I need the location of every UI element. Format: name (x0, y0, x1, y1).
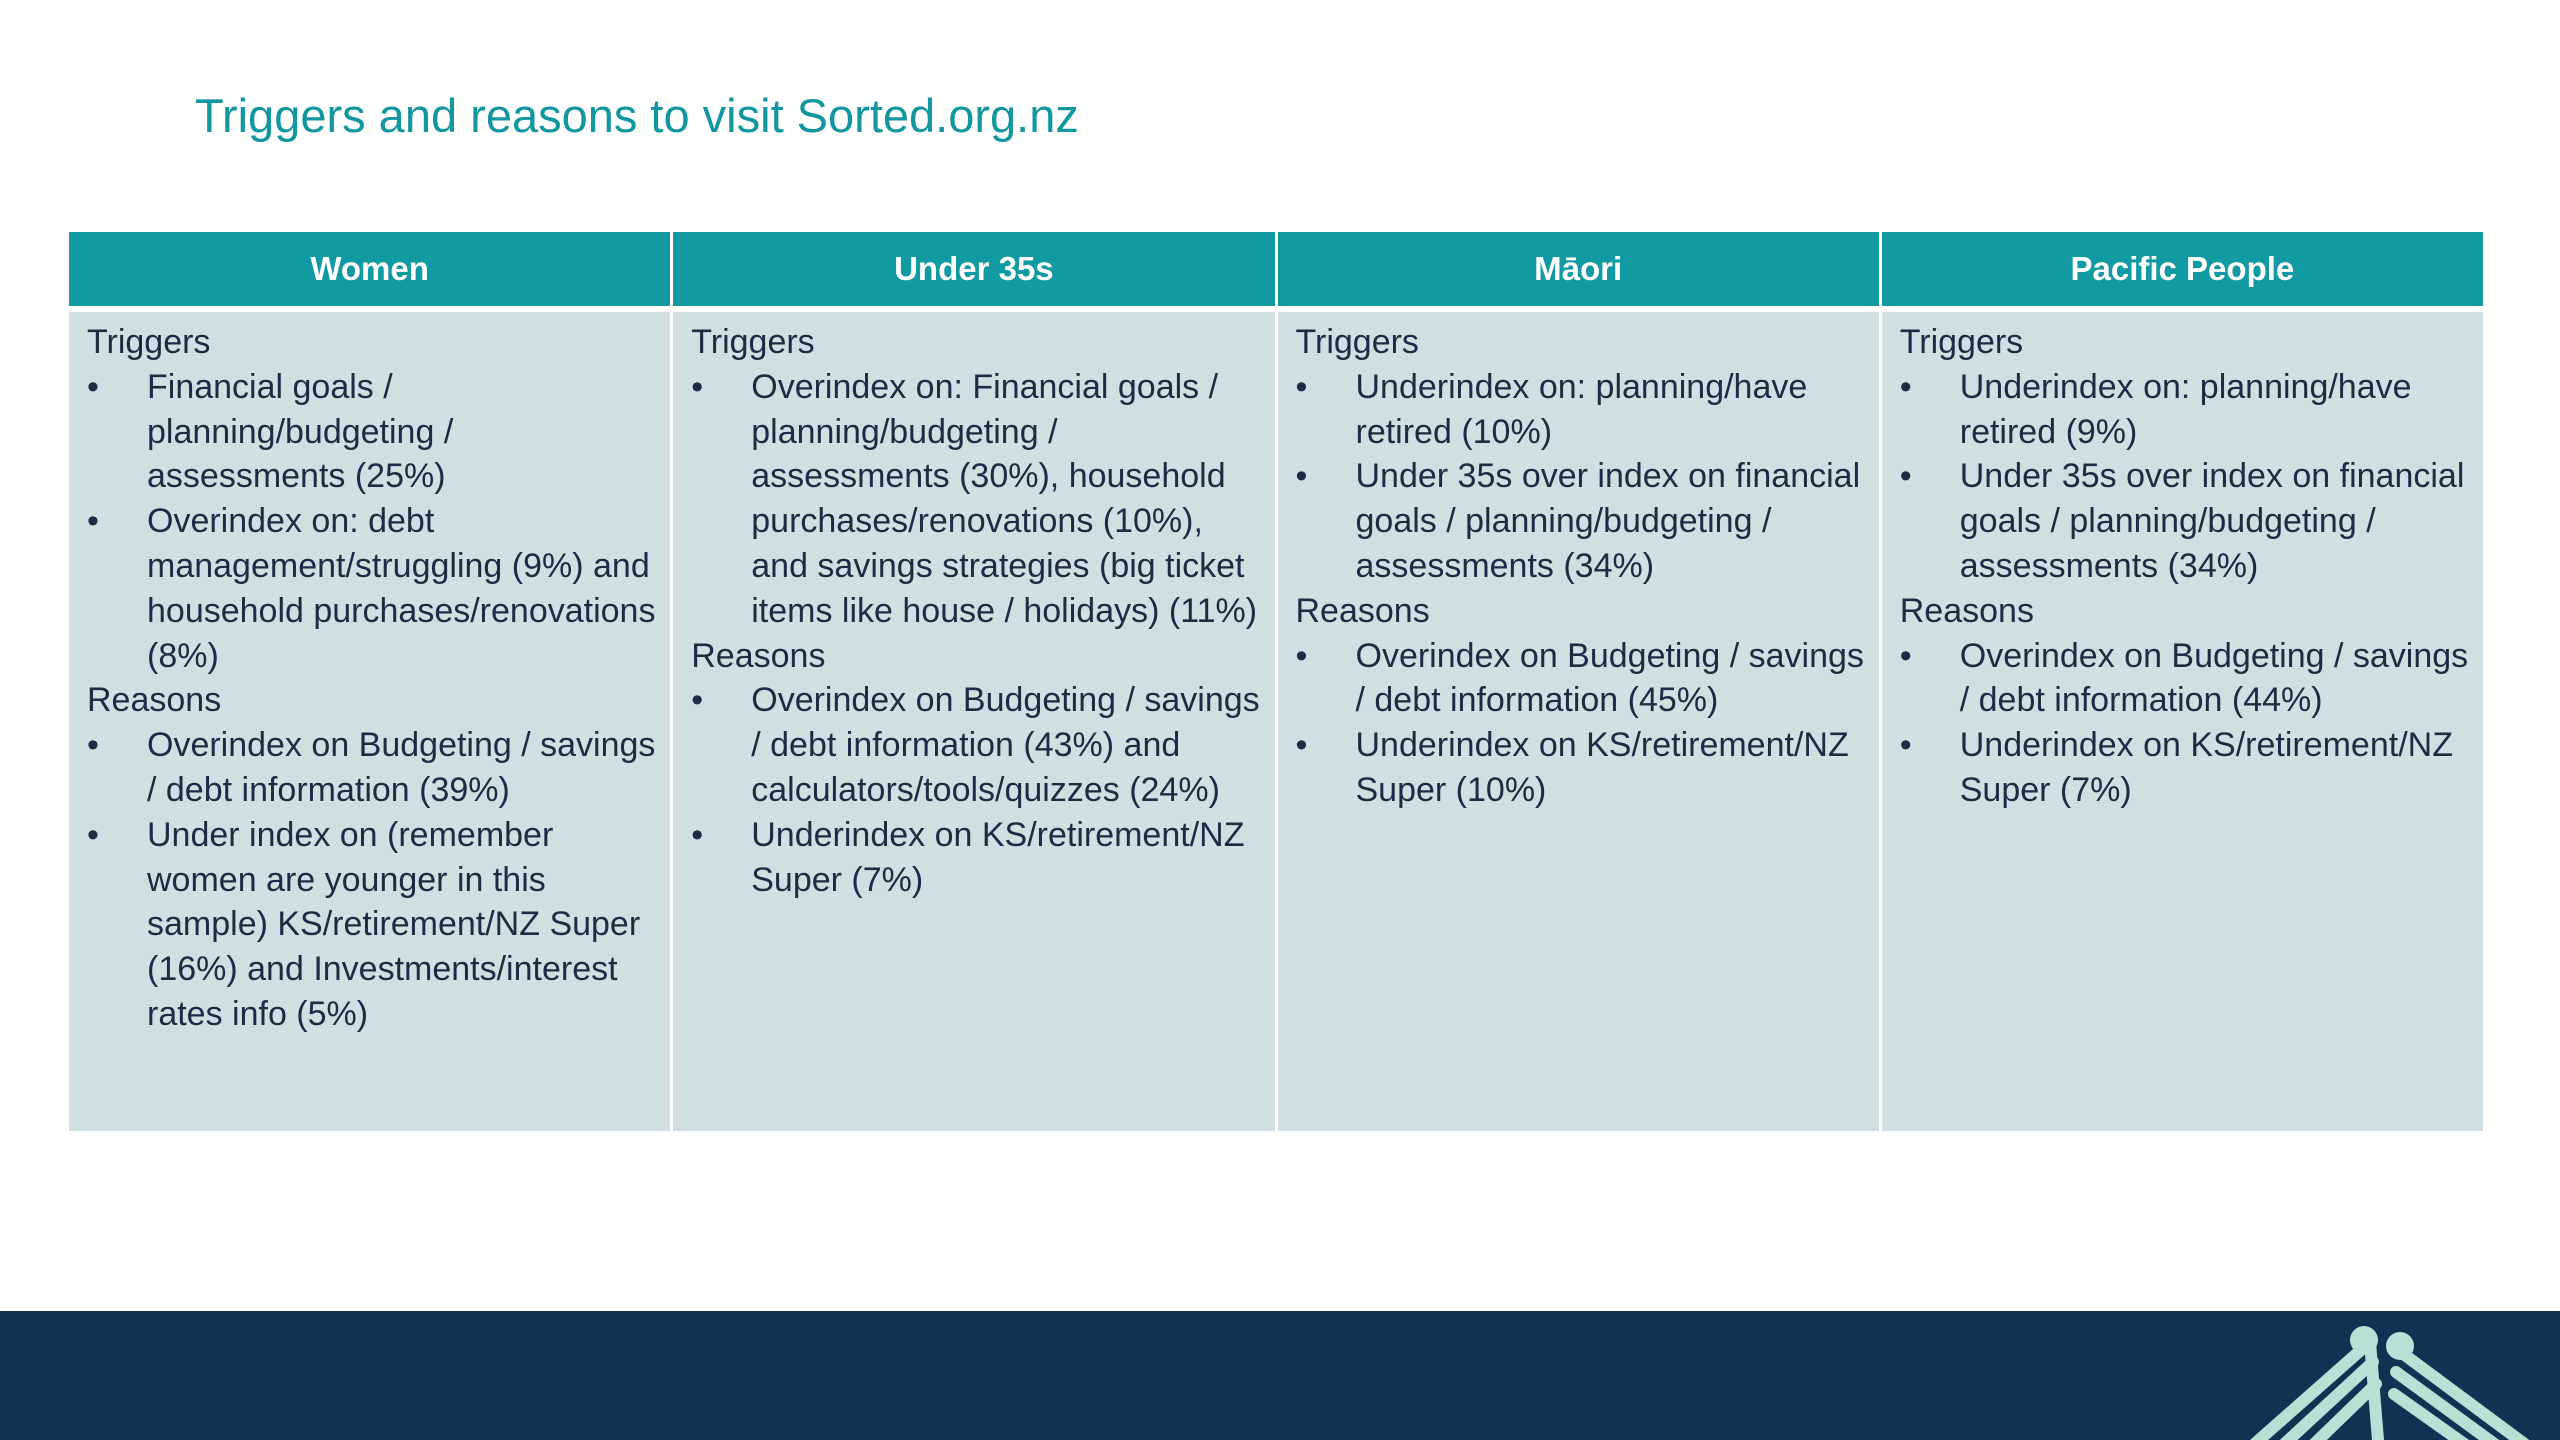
list-item-text: Overindex on Budgeting / savings / debt information (44%) (1959, 636, 2469, 720)
column-header-maori: Māori (1278, 232, 1879, 306)
column-header-pacific-people: Pacific People (1882, 232, 2483, 306)
bullet-icon: • (1295, 457, 1308, 496)
list-item-text: Underindex on KS/retirement/NZ Super (7%) (751, 815, 1245, 899)
reasons-list (87, 723, 656, 1037)
column-header-women: Women (69, 232, 670, 306)
list-item (87, 499, 656, 678)
list-item-text: Overindex on: debt management/struggling (9%) and household purchases/renovations (8%) (147, 502, 656, 675)
list-item-text: Overindex on: Financial goals / planning/budgeting / assessments (30%), household purchases/renovations (10%), and savings strategies (big ticket items like house / holidays) (11%) (751, 367, 1258, 630)
bullet-icon: • (691, 815, 704, 854)
reasons-label: Reasons (87, 681, 222, 720)
list-item (1296, 634, 1865, 724)
bullet-icon: • (691, 681, 704, 720)
list-item (1900, 454, 2469, 588)
reasons-label: Reasons (691, 636, 826, 675)
list-item-text: Underindex on KS/retirement/NZ Super (10%) (1355, 726, 1849, 809)
bullet-icon: • (87, 367, 99, 406)
list-item (691, 813, 1260, 903)
list-item-text: Under index on (remember women are younger in this sample) KS/retirement/NZ Super (16%) and Investments/interest rates info (5%) (147, 815, 641, 1033)
list-item (87, 813, 656, 1037)
list-item (1900, 365, 2469, 455)
bullet-icon: • (1295, 726, 1308, 765)
bullet-icon: • (691, 367, 704, 406)
list-item-text: Under 35s over index on financial goals / planning/budgeting / assessments (34%) (1959, 457, 2465, 585)
cell-women (69, 312, 670, 1131)
cell-maori (1278, 312, 1879, 1131)
triggers-label: Triggers (87, 323, 211, 361)
column-header-under-35s: Under 35s (673, 232, 1274, 306)
list-item (1296, 454, 1865, 588)
bullet-icon: • (87, 815, 99, 854)
reasons-list (691, 678, 1260, 902)
reasons-list (1296, 634, 1865, 813)
triggers-list (87, 365, 656, 679)
bullet-icon: • (1899, 636, 1912, 675)
list-item (1900, 634, 2469, 724)
reasons-label: Reasons (1899, 591, 2034, 630)
triggers-list (1296, 365, 1865, 589)
triggers-list (691, 365, 1260, 634)
list-item-text: Overindex on Budgeting / savings / debt information (43%) and calculators/tools/quizzes (24%) (751, 681, 1260, 809)
reasons-list (1900, 634, 2469, 813)
cell-under-35s (673, 312, 1274, 1131)
list-item-text: Underindex on: planning/have retired (10%) (1355, 367, 1808, 451)
list-item-text: Overindex on Budgeting / savings / debt information (45%) (1355, 636, 1864, 720)
bullet-icon: • (1899, 726, 1912, 765)
bullet-icon: • (1899, 457, 1912, 496)
list-item (1296, 365, 1865, 455)
triggers-label: Triggers (1899, 323, 2024, 361)
bullet-icon: • (1295, 367, 1308, 406)
sorted-roof-logo-icon (2230, 1320, 2560, 1440)
list-item-text: Underindex on: planning/have retired (9%) (1959, 367, 2412, 451)
list-item (87, 365, 656, 499)
audience-comparison-table (69, 232, 2483, 1131)
footer-band (0, 1311, 2560, 1440)
list-item-text: Overindex on Budgeting / savings / debt information (39%) (147, 726, 656, 809)
triggers-list (1900, 365, 2469, 589)
reasons-label: Reasons (1295, 591, 1430, 630)
list-item (87, 723, 656, 813)
list-item (691, 678, 1260, 812)
list-item (691, 365, 1260, 634)
triggers-label: Triggers (691, 323, 815, 361)
list-item (1296, 723, 1865, 813)
list-item-text: Underindex on KS/retirement/NZ Super (7%) (1959, 726, 2453, 809)
slide-title: Triggers and reasons to visit Sorted.org.nz (195, 89, 1079, 142)
bullet-icon: • (87, 726, 99, 765)
list-item (1900, 723, 2469, 813)
list-item-text: Under 35s over index on financial goals / planning/budgeting / assessments (34%) (1355, 457, 1861, 585)
triggers-label: Triggers (1295, 323, 1419, 361)
bullet-icon: • (1899, 367, 1912, 406)
bullet-icon: • (1295, 636, 1308, 675)
bullet-icon: • (87, 502, 99, 541)
list-item-text: Financial goals / planning/budgeting / assessments (25%) (147, 367, 454, 496)
cell-pacific-people (1882, 312, 2483, 1131)
